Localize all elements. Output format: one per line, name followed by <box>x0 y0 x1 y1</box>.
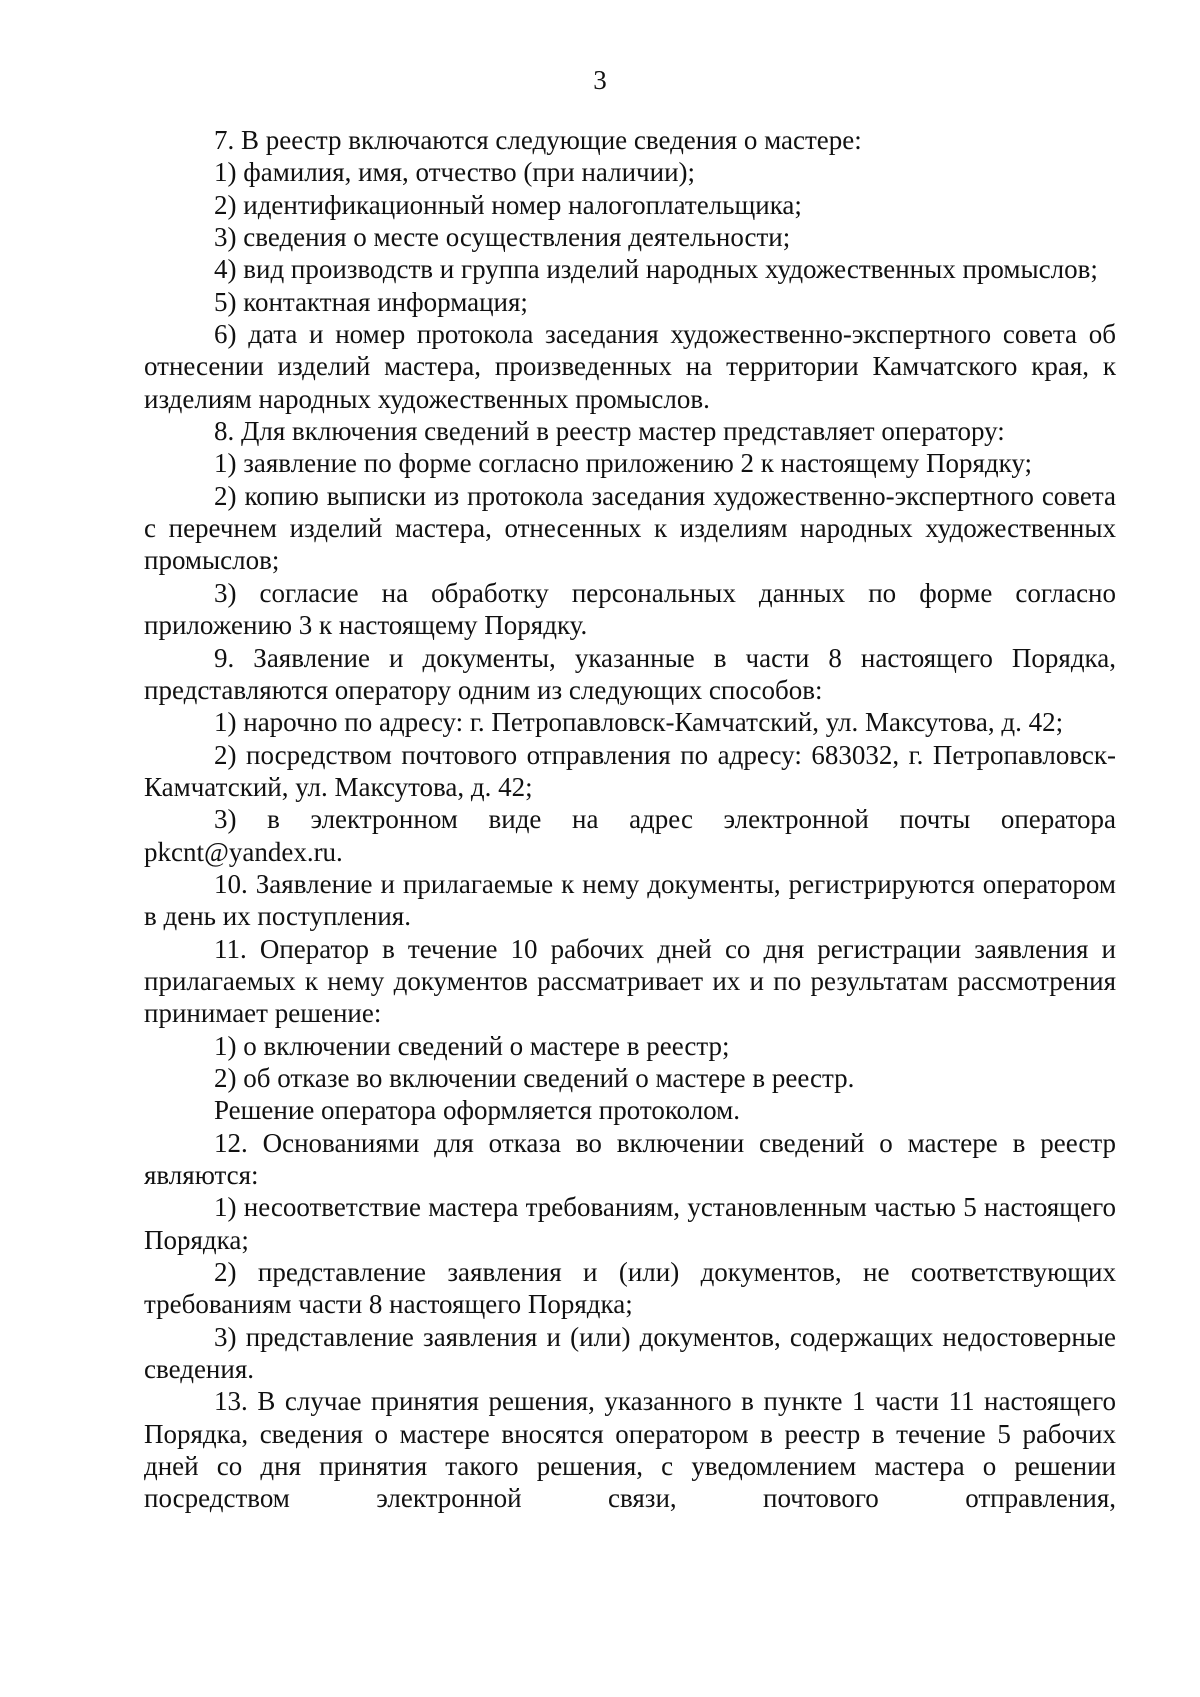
paragraph-7-item-3: 3) сведения о месте осуществления деятельности; <box>214 222 791 253</box>
paragraph-12-item-2: 2) представление заявления и (или) документов, не соответствующих требованиям части 8 настоящего Порядка; <box>144 1257 1116 1320</box>
paragraph-9: 9. Заявление и документы, указанные в части 8 настоящего Порядка, представляются оператору одним из следующих способов: <box>144 642 1116 705</box>
paragraph-11-item-1: 1) о включении сведений о мастере в реестр; <box>214 1030 730 1061</box>
paragraph-7-item-1: 1) фамилия, имя, отчество (при наличии); <box>214 157 696 188</box>
paragraph-12: 12. Основаниями для отказа во включении сведений о мастере в реестр являются: <box>144 1127 1116 1190</box>
paragraph-9-item-1: 1) нарочно по адресу: г. Петропавловск-Камчатский, ул. Максутова, д. 42; <box>214 707 1064 738</box>
paragraph-9-item-3: 3) в электронном виде на адрес электронной почты оператора pkcnt@yandex.ru. <box>144 804 1116 867</box>
paragraph-7: 7. В реестр включаются следующие сведения о мастере: <box>214 125 862 155</box>
paragraph-7-item-4: 4) вид производств и группа изделий народных художественных промыслов; <box>214 254 1098 285</box>
paragraph-11-note: Решение оператора оформляется протоколом. <box>214 1095 740 1126</box>
paragraph-9-item-2: 2) посредством почтового отправления по адресу: 683032, г. Петропавловск-Камчатский, ул. Максутова, д. 42; <box>144 739 1116 802</box>
paragraph-7-item-6: 6) дата и номер протокола заседания художественно-экспертного совета об отнесении изделий мастера, произведенных на территории Камчатского края, к изделиям народных художественных промыслов. <box>144 319 1116 414</box>
paragraph-11-item-2: 2) об отказе во включении сведений о мастере в реестр. <box>214 1062 855 1093</box>
paragraph-12-item-1: 1) несоответствие мастера требованиям, установленным частью 5 настоящего Порядка; <box>144 1192 1116 1255</box>
paragraph-11: 11. Оператор в течение 10 рабочих дней со дня регистрации заявления и прилагаемых к нему документов рассматривает их и по результатам рассмотрения принимает решение: <box>144 933 1116 1029</box>
paragraph-8-item-3: 3) согласие на обработку персональных данных по форме согласно приложению 3 к настоящему Порядку. <box>144 577 1116 641</box>
paragraph-7-item-2: 2) идентификационный номер налогоплательщика; <box>214 189 802 220</box>
paragraph-12-item-3: 3) представление заявления и (или) документов, содержащих недостоверные сведения. <box>144 1321 1116 1385</box>
paragraph-8: 8. Для включения сведений в реестр мастер представляет оператору: <box>214 416 1005 447</box>
page-number: 3 <box>593 65 607 95</box>
document-body <box>144 124 1116 1515</box>
paragraph-13: 13. В случае принятия решения, указанного в пункте 1 части 11 настоящего Порядка, сведения о мастере вносятся оператором в реестр в течение 5 рабочих дней со дня принятия такого решения, с уведомлением мастера о решении посредством электронной связи, почтового отправления, <box>144 1386 1116 1514</box>
paragraph-7-item-5: 5) контактная информация; <box>214 286 528 317</box>
paragraph-8-item-2: 2) копию выписки из протокола заседания художественно-экспертного совета с перечнем изделий мастера, отнесенных к изделиям народных художественных промыслов; <box>144 480 1116 576</box>
paragraph-8-item-1: 1) заявление по форме согласно приложению 2 к настоящему Порядку; <box>214 448 1033 479</box>
paragraph-10: 10. Заявление и прилагаемые к нему документы, регистрируются оператором в день их поступления. <box>144 868 1116 932</box>
